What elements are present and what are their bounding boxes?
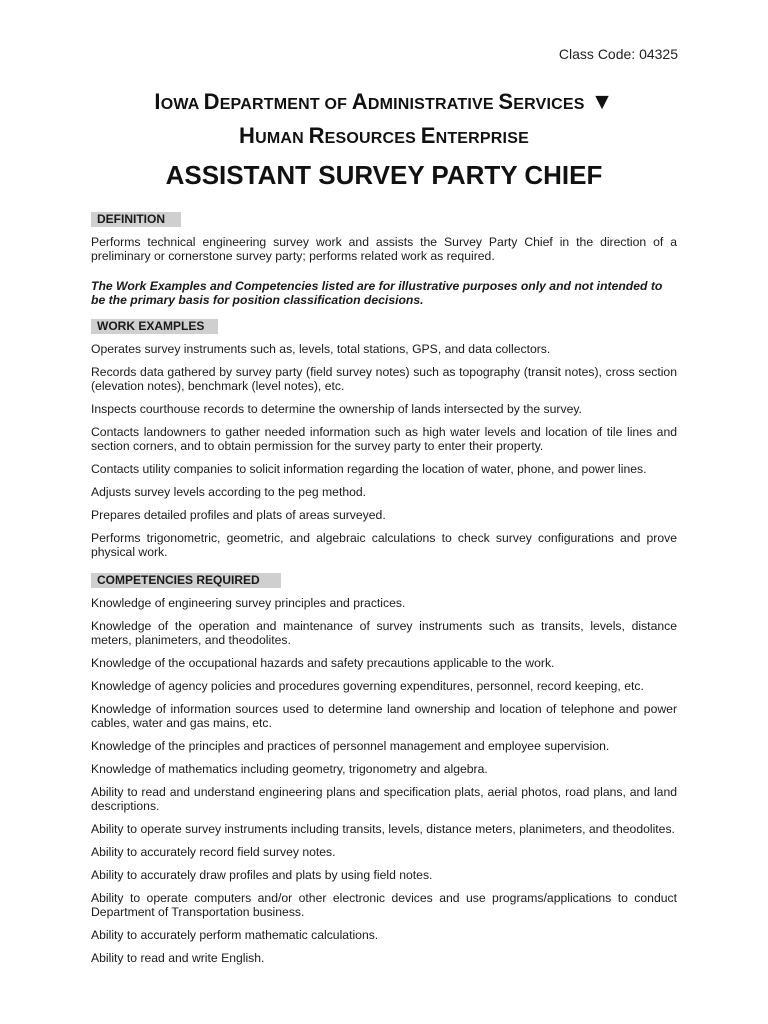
competency-item: Ability to read and understand engineering plans and specification plats, aerial photos, road plans, and land descriptions. [91, 785, 677, 813]
competency-item: Ability to accurately perform mathematic calculations. [91, 928, 379, 942]
division-word: HUMAN [239, 123, 309, 148]
agency-word: SERVICES [498, 89, 585, 114]
agency-word: ADMINISTRATIVE [351, 89, 499, 114]
work-example-item: Contacts landowners to gather needed information such as high water levels and location of tile lines and section corners, and to obtain permission for the survey party to enter their property. [91, 425, 677, 453]
competency-item: Ability to operate computers and/or other electronic devices and use programs/applications to conduct Department of Transportation business. [91, 891, 677, 919]
competency-item: Knowledge of the principles and practices of personnel management and employee supervision. [91, 739, 610, 753]
work-examples-list [91, 342, 677, 559]
division-word: ENTERPRISE [420, 123, 529, 148]
competency-item: Knowledge of information sources used to determine land ownership and location of telephone and power cables, water and gas mains, etc. [91, 702, 677, 730]
division-word: RESOURCES [308, 123, 421, 148]
definition-text: Performs technical engineering survey work and assists the Survey Party Chief in the direction of a preliminary or cornerstone survey party; performs related work as required. [91, 235, 677, 263]
work-example-item: Performs trigonometric, geometric, and algebraic calculations to check survey configurations and prove physical work. [91, 531, 677, 559]
job-title: ASSISTANT SURVEY PARTY CHIEF [165, 160, 603, 190]
work-example-item: Records data gathered by survey party (field survey notes) such as topography (transit notes), cross section (elevation notes), benchmark (level notes), etc. [91, 365, 677, 393]
agency-name-line [0, 86, 768, 120]
competencies-list [91, 596, 677, 965]
competency-item: Ability to operate survey instruments including transits, levels, distance meters, planimeters, and theodolites. [91, 822, 675, 836]
competency-item: Knowledge of the operation and maintenance of survey instruments such as transits, levels, distance meters, planimeters, and theodolites. [91, 619, 677, 647]
document-body [91, 212, 677, 965]
work-example-item: Prepares detailed profiles and plats of areas surveyed. [91, 508, 386, 522]
agency-word: DEPARTMENT OF [203, 89, 352, 114]
work-examples-heading: WORK EXAMPLES [91, 319, 218, 334]
competency-item: Knowledge of the occupational hazards and safety precautions applicable to the work. [91, 656, 555, 670]
work-example-item: Adjusts survey levels according to the peg method. [91, 485, 367, 499]
definition-heading: DEFINITION [91, 212, 181, 227]
agency-header [0, 86, 768, 154]
disclaimer-text: The Work Examples and Competencies listed are for illustrative purposes only and not intended to be the primary basis for position classification decisions. [91, 279, 663, 307]
work-example-item: Contacts utility companies to solicit information regarding the location of water, phone, and power lines. [91, 462, 647, 476]
competency-item: Knowledge of agency policies and procedures governing expenditures, personnel, record keeping, etc. [91, 679, 644, 693]
agency-word: IOWA [154, 89, 204, 114]
competency-item: Ability to accurately draw profiles and plats by using field notes. [91, 868, 433, 882]
competency-item: Knowledge of mathematics including geometry, trigonometry and algebra. [91, 762, 488, 776]
competencies-heading: COMPETENCIES REQUIRED [91, 573, 281, 588]
division-name-line [0, 120, 768, 154]
triangle-down-icon: ▼ [590, 88, 614, 114]
competency-item: Ability to read and write English. [91, 951, 265, 965]
work-example-item: Operates survey instruments such as, levels, total stations, GPS, and data collectors. [91, 342, 551, 356]
work-example-item: Inspects courthouse records to determine the ownership of lands intersected by the survey. [91, 402, 582, 416]
class-code: Class Code: 04325 [558, 46, 678, 62]
competency-item: Knowledge of engineering survey principles and practices. [91, 596, 406, 610]
competency-item: Ability to accurately record field survey notes. [91, 845, 336, 859]
